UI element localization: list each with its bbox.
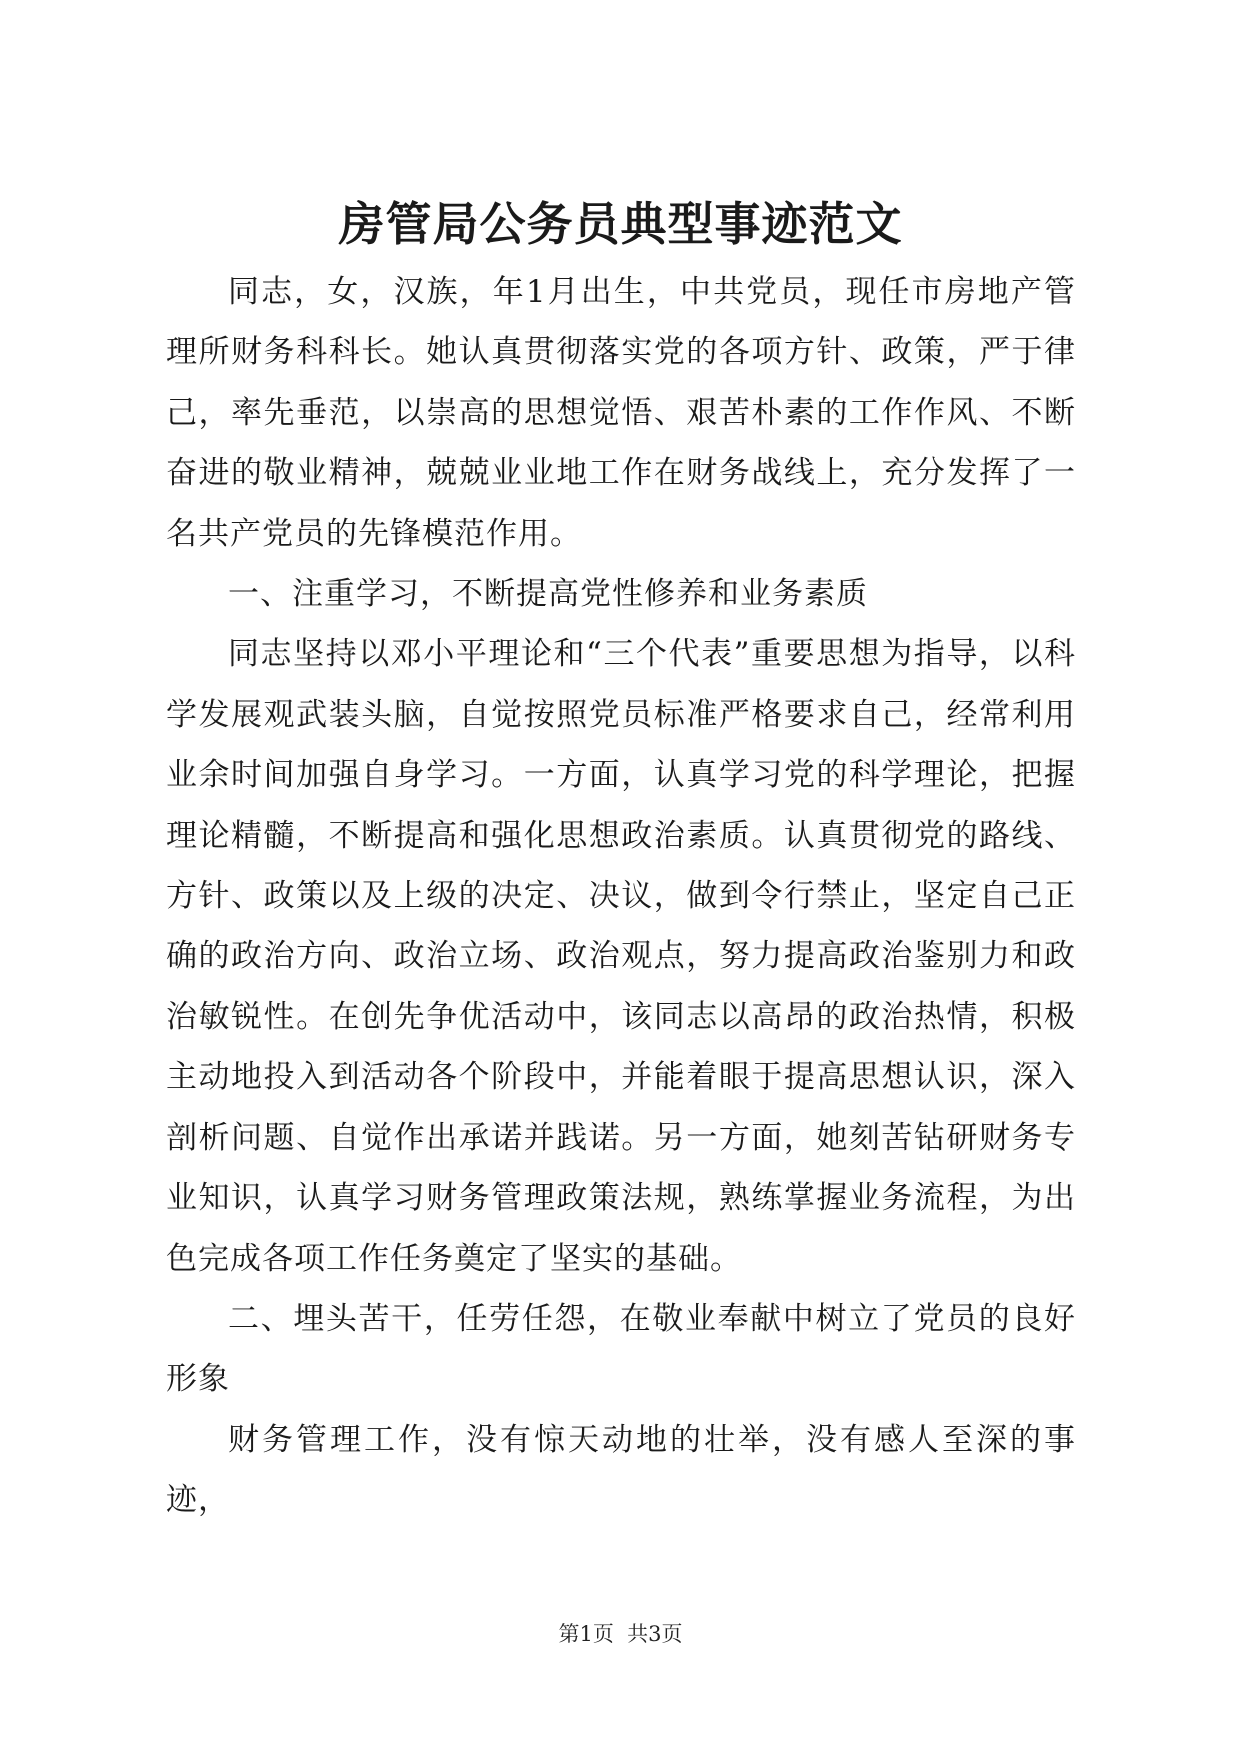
- document-body: [166, 262, 1076, 1531]
- page-number: 第1页 共3页: [558, 1622, 683, 1646]
- section-heading-1: 一、注重学习，不断提高党性修养和业务素质: [228, 576, 868, 613]
- section-heading-2: 二、埋头苦干，任劳任怨，在敬业奉献中树立了党员的良好形象: [166, 1300, 1076, 1398]
- paragraph-work: 财务管理工作，没有惊天动地的壮举，没有感人至深的事迹，: [166, 1421, 1076, 1519]
- page-footer: [0, 1620, 1241, 1648]
- paragraph-study: 同志坚持以邓小平理论和“三个代表”重要思想为指导，以科学发展观武装头脑，自觉按照党员标准严格要求自己，经常利用业余时间加强自身学习。一方面，认真学习党的科学理论，把握理论精髓，不断提高和强化思想政治素质。认真贯彻党的路线、方针、政策以及上级的决定、决议，做到令行禁止，坚定自己正确的政治方向、政治立场、政治观点，努力提高政治鉴别力和政治敏锐性。在创先争优活动中，该同志以高昂的政治热情，积极主动地投入到活动各个阶段中，并能着眼于提高思想认识，深入剖析问题、自觉作出承诺并践诺。另一方面，她刻苦钻研财务专业知识，认真学习财务管理政策法规，熟练掌握业务流程，为出色完成各项工作任务奠定了坚实的基础。: [166, 636, 1076, 1277]
- paragraph-intro: 同志，女，汉族，年1月出生，中共党员，现任市房地产管理所财务科科长。她认真贯彻落实党的各项方针、政策，严于律己，率先垂范，以崇高的思想觉悟、艰苦朴素的工作作风、不断奋进的敬业精神，兢兢业业地工作在财务战线上，充分发挥了一名共产党员的先锋模范作用。: [166, 274, 1076, 552]
- document-title: 房管局公务员典型事迹范文: [338, 197, 903, 251]
